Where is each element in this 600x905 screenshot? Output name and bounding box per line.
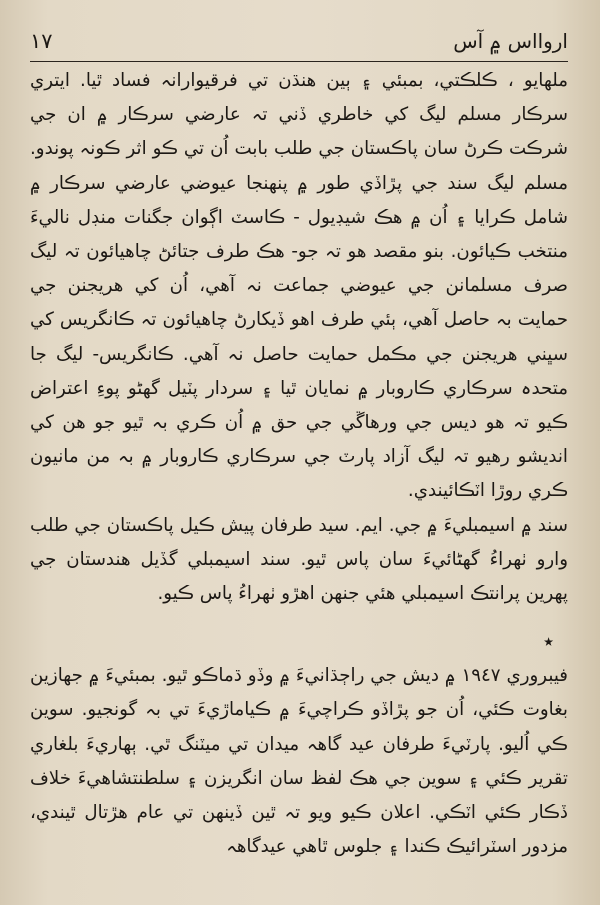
paragraph-1 (30, 64, 568, 509)
text-line: عيوضي عارضي سرڪار ۾ شامل ڪرايا ۽ اُن ۾ هڪ شيڊيول - (30, 172, 568, 228)
text-line: جي سرڪاري ڪاروبار ۾ بہ من مانيون ڪري روڙا اٽڪائيندي. (30, 446, 568, 502)
text-line: ڏڪار ڪئي اٽڪي. اعلان ڪيو ويو تہ ٿين ڏينهن تي عام (136, 802, 568, 824)
text-line: ايتري سرڪار مسلم ليگ کي خاطري ڏني تہ عارضي سرڪار ۾ (30, 70, 568, 126)
text-line: بمبئيءَ ۾ جهازين بغاوت ڪئي، اُن جو پڙاڏو ڪراچيءَ ۾ (30, 665, 568, 721)
text-line: ڪاسٽ اڳوان جگنات منڊل ناليءَ منتخب ڪيائون. بنو (30, 206, 568, 263)
text-line: هڙتال ٿيندي، مزدور اسٽرائيڪ ڪندا ۽ جلوس ٿاهي عيدگاهہ (30, 802, 568, 858)
text-line: ان جي شرڪت ڪرڻ سان پاڪستان جي طلب بابت اُن تي (30, 104, 568, 160)
running-head: اروااس ۾ آس (453, 29, 568, 53)
paragraph-3 (30, 659, 568, 864)
text-line: مقصد هو تہ جو- هڪ طرف جتائڻ چاهيائون تہ ليگ صرف (30, 241, 568, 297)
text-line: عيد گاهہ ميدان تي ميٽنگ ٿي. ٻهاريءَ بلغاري تقرير ڪئي ۽ (30, 733, 568, 789)
text-line: ملهايو ، ڪلڪتي، بمبئي ۽ ٻين هنڌن تي فرقيوارانہ فساد ٿيا. (80, 70, 568, 91)
page-body (30, 64, 568, 864)
text-line: ليگ جا متحدہ سرڪاري ڪاروبار ۾ نمايان ٿيا ۽ سردار (30, 343, 568, 399)
text-line: ڪو اثر ڪونہ پوندو. مسلم ليگ سند جي پڙاڏي طور ۾ پنهنجا (30, 138, 568, 194)
text-line: حمايت بہ حاصل آهي، ٻئي طرف اهو ڏيکارڻ چاهيائون تہ (140, 309, 568, 331)
page-number: ١٧ (30, 29, 53, 53)
page-header (30, 26, 568, 56)
text-line: ٺهراءُ پاس ڪيو. (157, 583, 276, 605)
text-line: مسلمانن جي عيوضي جماعت نہ آهي، اُن کي هريجنن جي (30, 275, 513, 297)
text-line: گڏيل هندستان جي پهرين پرانتڪ اسيمبلي هئي جنهن اهڙو (30, 548, 568, 605)
section-separator: ٭ (543, 629, 554, 654)
text-line: فيبروري ١٩٤٧ ۾ ديش جي راڄڌانيءَ ۾ وڏو ڌماڪو ٿيو. (161, 665, 568, 687)
text-line: جي طلب وارو ٺهراءُ گهڻائيءَ سان پاس ٿيو. سند اسيمبلي (30, 514, 568, 570)
text-line: ڪانگريس کي سڀني هريجنن جي مڪمل حمايت حاصل نہ آهي. ڪانگريس- (30, 309, 568, 365)
text-line: سوين جي هڪ لفظ سان انگريزن ۽ سلطنتشاهيءَ خلاف (30, 767, 462, 789)
text-line: ۾ اُن ڪري بہ ٿيو جو هن کي انديشو رهيو تہ ليگ آزاد پارٽ (30, 412, 568, 468)
text-line: سند ۾ اسيمبليءَ ۾ جي. ايم. سيد طرفان پيش ڪيل پاڪستان (106, 514, 568, 536)
text-line: پٽيل گهڻو پوءِ اعتراض ڪيو تہ هو ديس جي ورهاڱي جي حق (30, 377, 568, 434)
header-rule (30, 61, 568, 62)
paragraph-2 (30, 509, 568, 612)
text-line: ڪياماڙيءَ تي بہ گونجيو. سوين ڪي اُليو. پارٽيءَ طرفان (30, 699, 568, 755)
